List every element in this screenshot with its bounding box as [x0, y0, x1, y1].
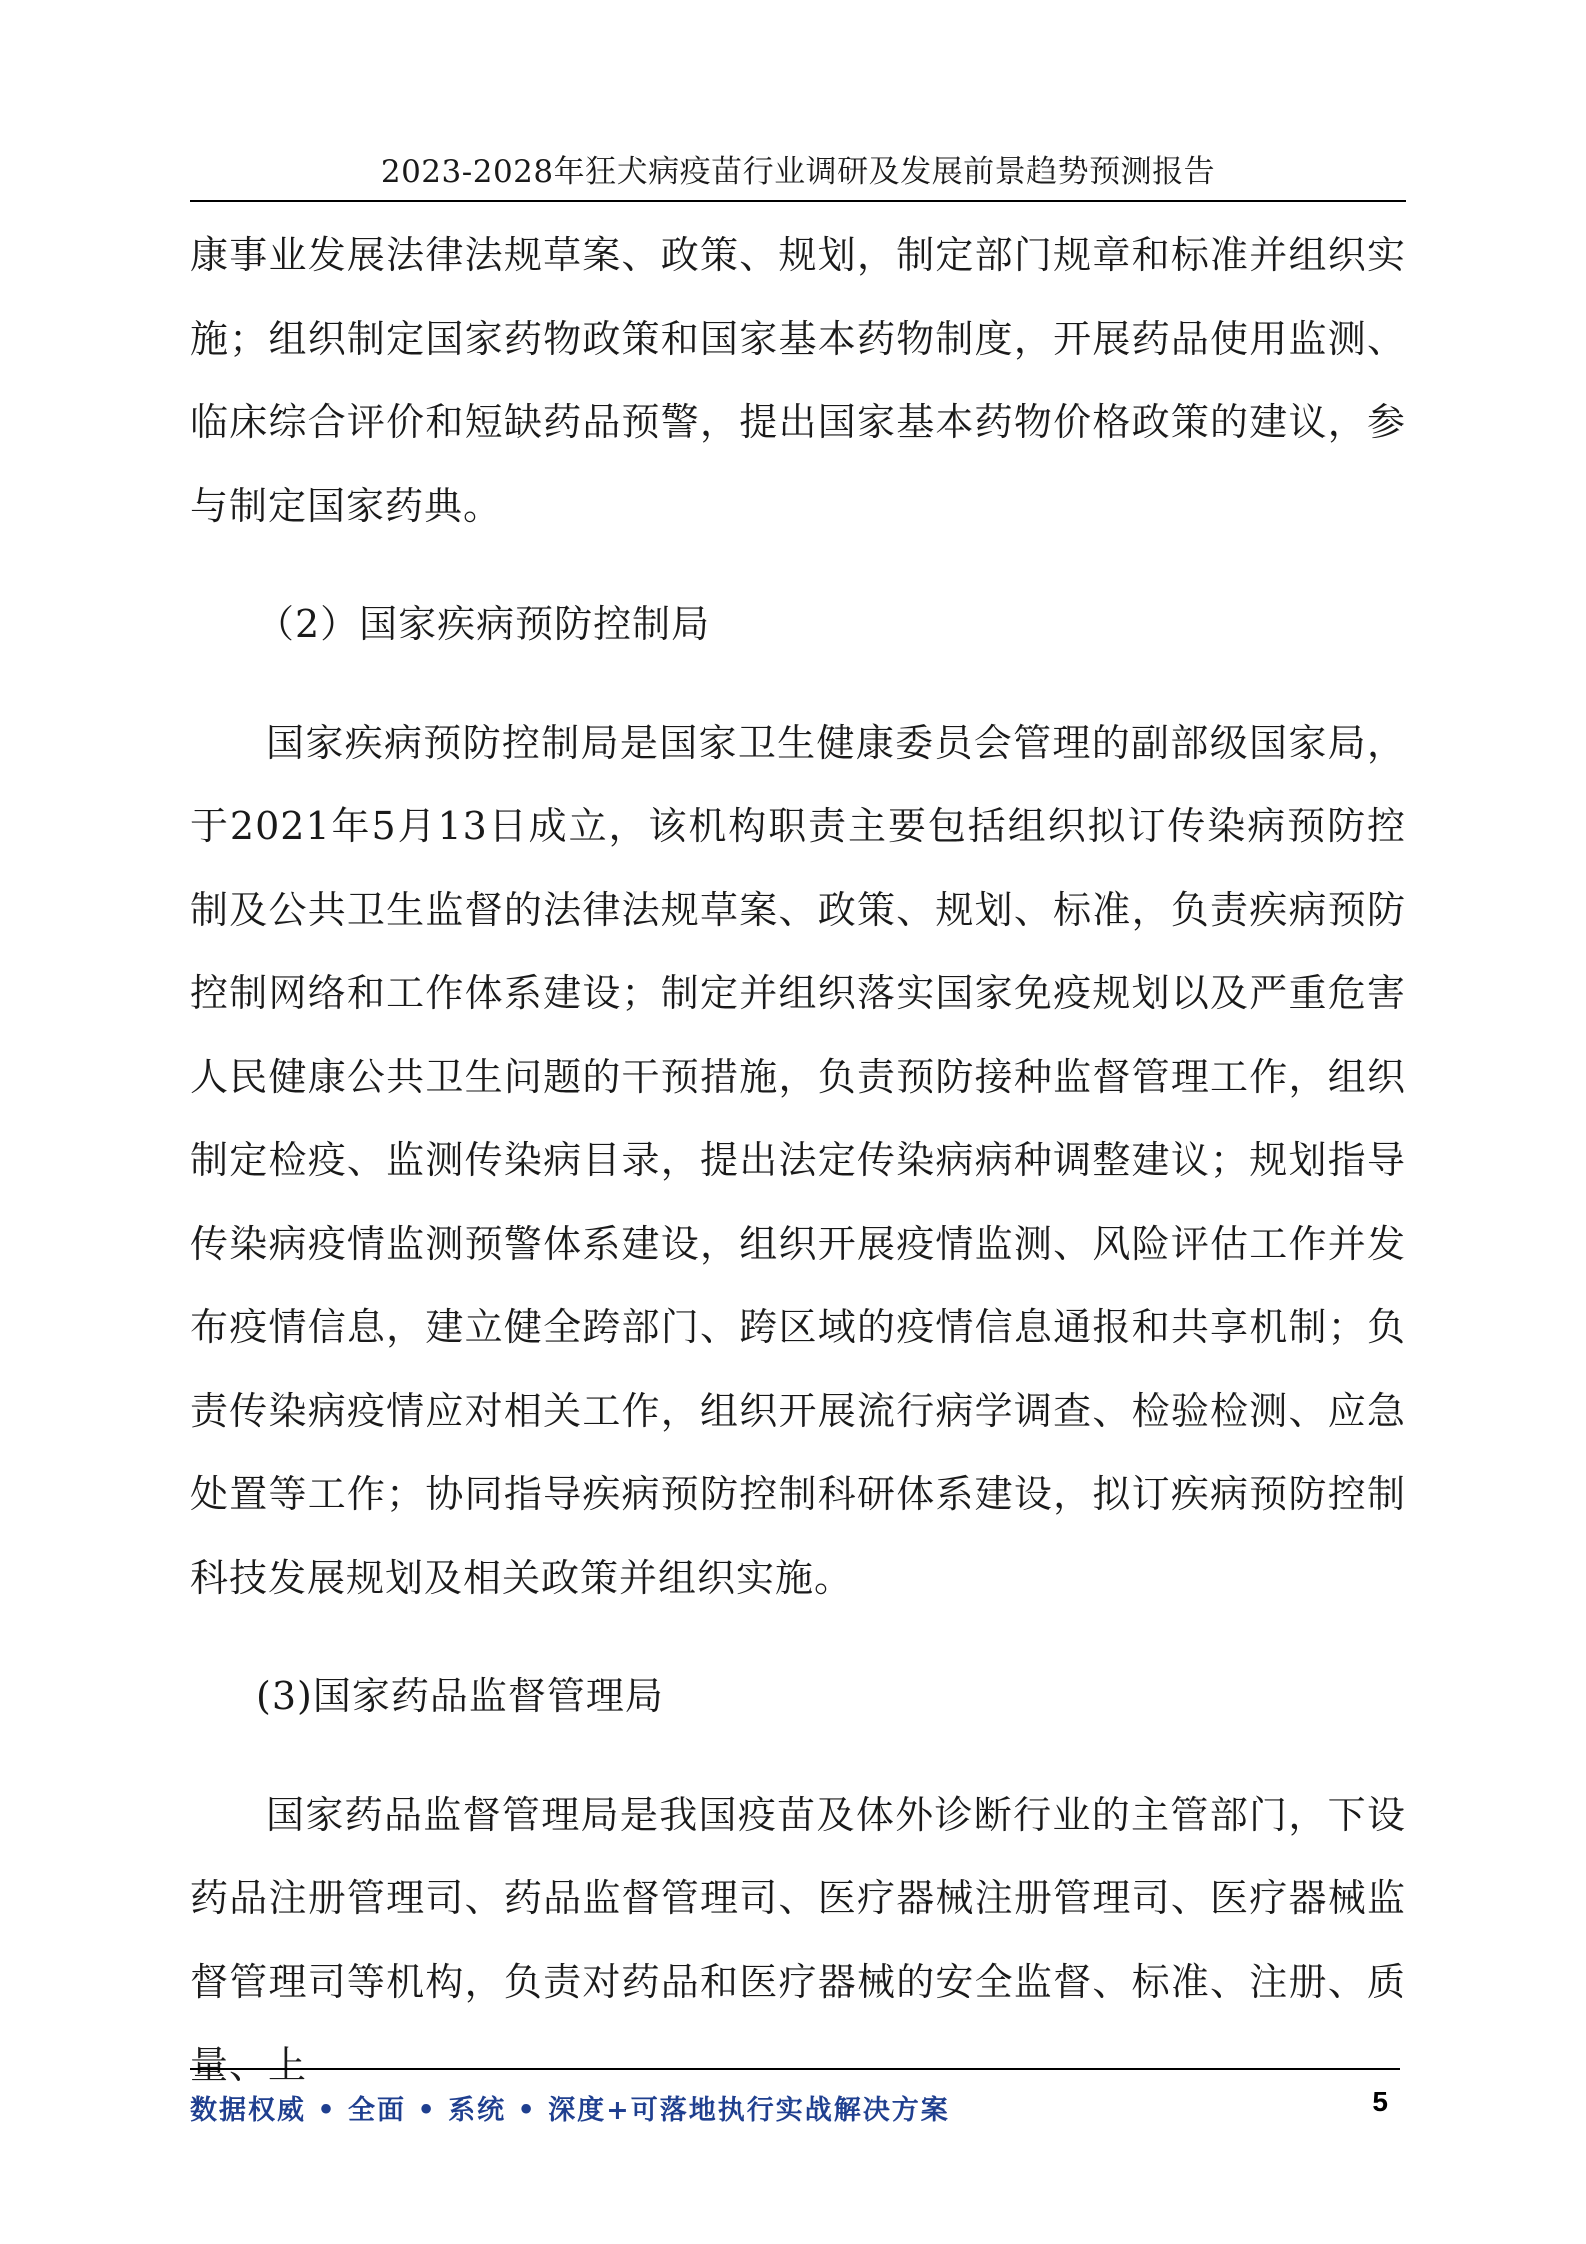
page-number: 5	[1372, 2086, 1388, 2117]
report-title: 2023-2028年狂犬病疫苗行业调研及发展前景趋势预测报告	[380, 154, 1216, 190]
paragraph-continued: 康事业发展法律法规草案、政策、规划，制定部门规章和标准并组织实施；组织制定国家药物政策和国家基本药物制度，开展药品使用监测、临床综合评价和短缺药品预警，提出国家基本药物价格政策的建议，参与制定国家药典。	[190, 233, 1406, 528]
paragraph-cdc: 国家疾病预防控制局是国家卫生健康委员会管理的副部级国家局，于2021年5月13日成立，该机构职责主要包括组织拟订传染病预防控制及公共卫生监督的法律法规草案、政策、规划、标准，负责疾病预防控制网络和工作体系建设；制定并组织落实国家免疫规划以及严重危害人民健康公共卫生问题的干预措施，负责预防接种监督管理工作，组织制定检疫、监测传染病目录，提出法定传染病病种调整建议；规划指导传染病疫情监测预警体系建设，组织开展疫情监测、风险评估工作并发布疫情信息，建立健全跨部门、跨区域的疫情信息通报和共享机制；负责传染病疫情应对相关工作，组织开展流行病学调查、检验检测、应急处置等工作；协同指导疾病预防控制科研体系建设，拟订疾病预防控制科技发展规划及相关政策并组织实施。	[190, 720, 1406, 1600]
header-divider	[190, 200, 1406, 202]
section-heading-3: (3)国家药品监督管理局	[256, 1674, 664, 1718]
paragraph-nmpa: 国家药品监督管理局是我国疫苗及体外诊断行业的主管部门，下设药品注册管理司、药品监督管理司、医疗器械注册管理司、医疗器械监督管理司等机构，负责对药品和医疗器械的安全监督、标准、注册、质量、上	[190, 1792, 1406, 2087]
section-heading-2: （2）国家疾病预防控制局	[256, 602, 711, 646]
footer-divider	[190, 2068, 1400, 2070]
footer-slogan: 数据权威 • 全面 • 系统 • 深度+可落地执行实战解决方案	[190, 2095, 950, 2126]
page-body	[190, 214, 1406, 2108]
